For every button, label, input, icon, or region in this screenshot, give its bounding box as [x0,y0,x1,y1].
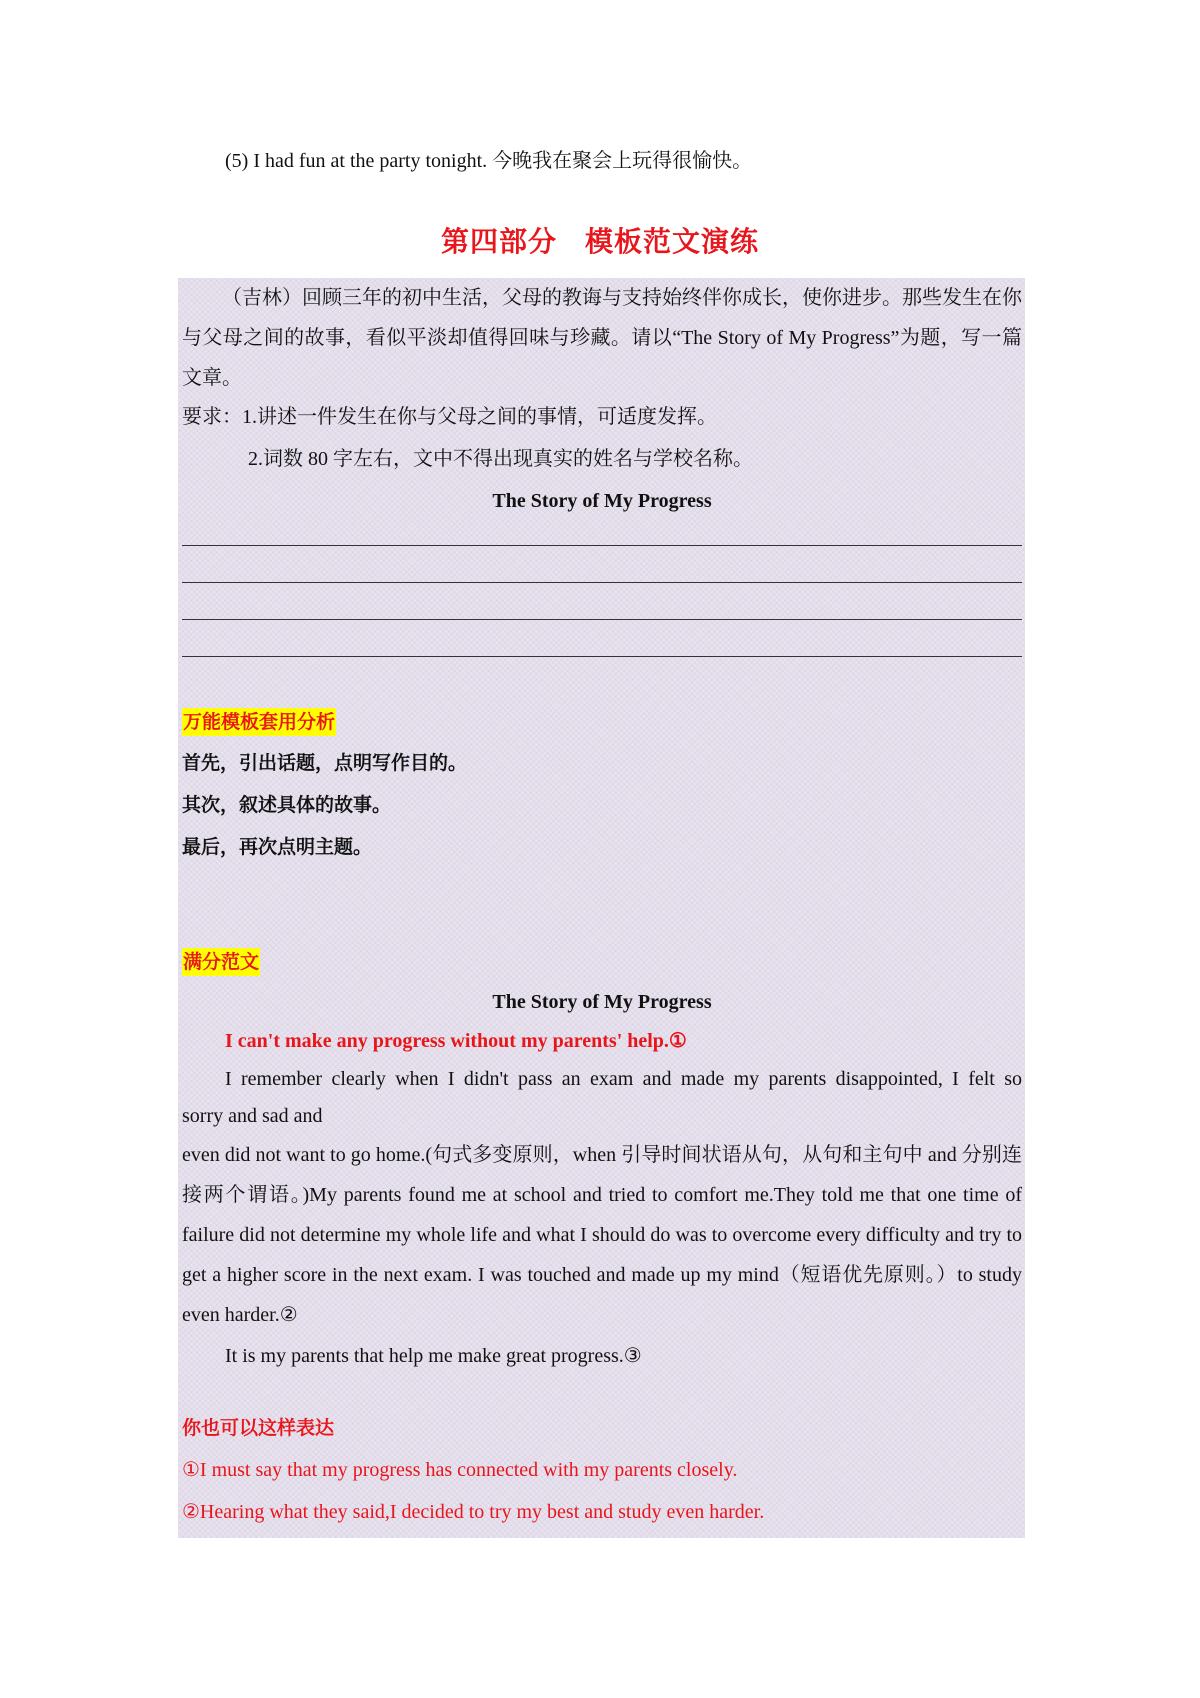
alternatives-heading: 你也可以这样表达 [182,1417,335,1439]
answer-line-4[interactable] [182,656,1022,657]
section-title [0,222,1200,262]
prompt-essay-title: The Story of My Progress [492,490,712,512]
previous-example-sentence: (5) I had fun at the party tonight. 今晚我在聚会上玩得很愉快。 [225,150,753,172]
model-essay-line-1: I remember clearly when I didn't pass an exam and made my parents disappointed, I felt so [225,1068,1022,1090]
model-essay-opening: I can't make any progress without my parents' help.① [225,1030,687,1052]
template-step-2: 其次，叙述具体的故事。 [182,794,392,816]
alternative-2: ②Hearing what they said,I decided to try my best and study even harder. [182,1501,765,1523]
section-part: 第四部分 [440,225,557,258]
alternative-1: ①I must say that my progress has connected with my parents closely. [182,1459,738,1481]
requirement-1: 要求：1.讲述一件发生在你与父母之间的事情，可适度发挥。 [182,406,717,428]
model-essay-closing: It is my parents that help me make great progress.③ [225,1345,642,1367]
answer-line-1[interactable] [182,545,1022,546]
answer-line-2[interactable] [182,582,1022,583]
writing-prompt: （吉林）回顾三年的初中生活，父母的教诲与支持始终伴你成长，使你进步。那些发生在你与父母之间的故事，看似平淡却值得回味与珍藏。请以“The Story of My Progress”为题，写一篇文章。 [182,287,1022,389]
template-step-3: 最后，再次点明主题。 [182,836,373,858]
answer-line-3[interactable] [182,619,1022,620]
section-name: 模板范文演练 [585,225,760,258]
template-step-1: 首先，引出话题，点明写作目的。 [182,752,468,774]
model-essay-body: even did not want to go home.(句式多变原则，when 引导时间状语从句，从句和主句中 and 分别连接两个谓语。)My parents found me at school and tried to comfort me.They told me that one time of failure did not determine my whole life and what I should do was to overcome every difficulty and try to get a higher score in the next exam. I was touched and made up my mind（短语优先原则。）to study even harder.② [182,1144,1022,1326]
model-essay-line-2: sorry and sad and [182,1105,323,1127]
template-analysis-heading: 万能模板套用分析 [182,708,336,736]
requirement-2: 2.词数 80 字左右，文中不得出现真实的姓名与学校名称。 [248,448,753,470]
model-essay-heading: 满分范文 [182,948,260,976]
model-essay-title: The Story of My Progress [492,991,712,1013]
